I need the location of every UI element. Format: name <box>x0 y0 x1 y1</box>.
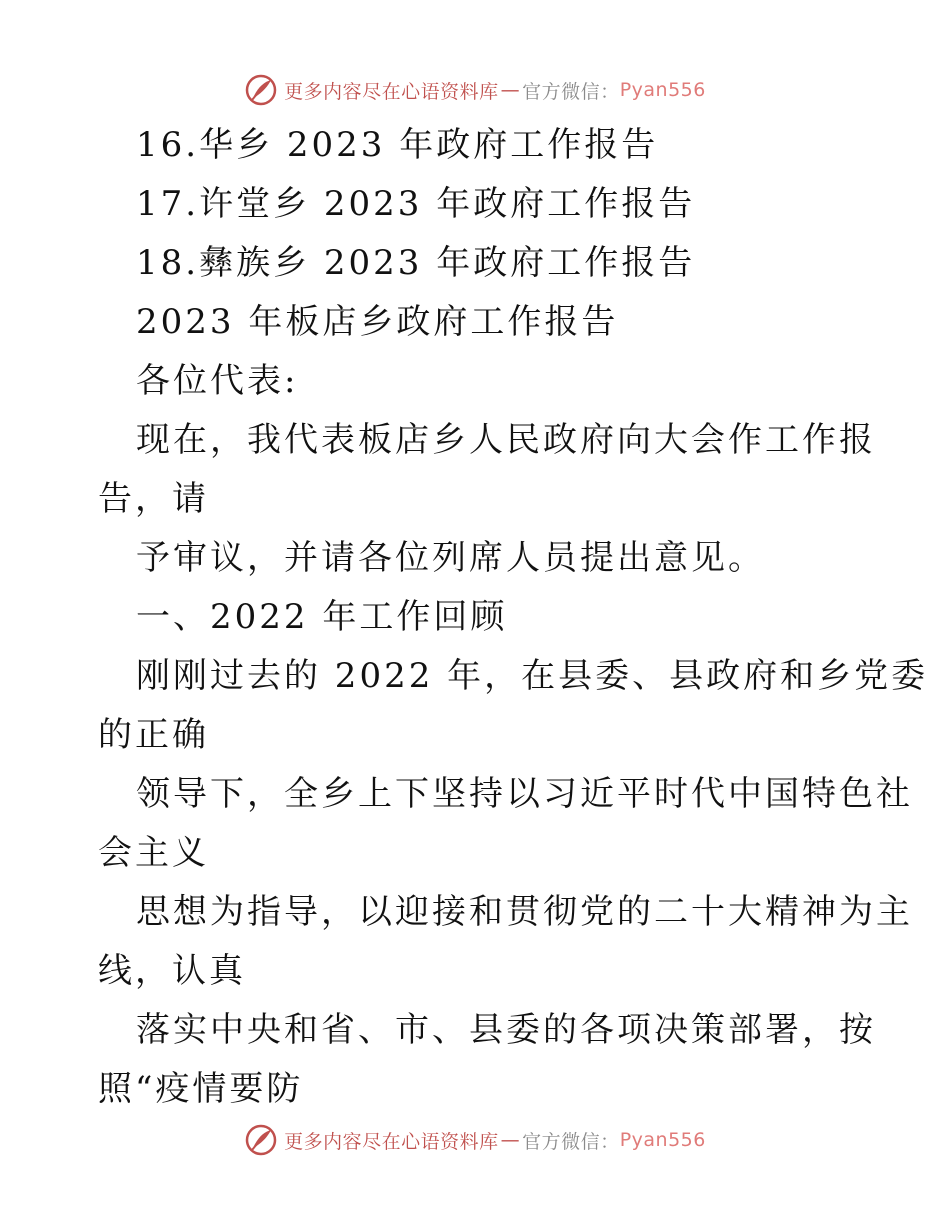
toc-entry-18: 18.彝族乡 2023 年政府工作报告 <box>136 243 696 283</box>
paragraph-line: 告，请 <box>98 479 209 519</box>
watermark-brand: 更多内容尽在心语资料库 <box>284 1130 499 1153</box>
document-title: 2023 年板店乡政府工作报告 <box>136 302 619 342</box>
watermark-brand: 更多内容尽在心语资料库 <box>284 80 499 103</box>
toc-entry-17: 17.许堂乡 2023 年政府工作报告 <box>136 184 696 224</box>
paragraph-line: 思想为指导，以迎接和贯彻党的二十大精神为主 <box>136 892 913 932</box>
feather-pen-logo-icon <box>244 73 278 107</box>
paragraph-line: 会主义 <box>98 833 209 873</box>
paragraph-line: 现在，我代表板店乡人民政府向大会作工作报 <box>136 420 876 460</box>
header-watermark <box>0 70 950 110</box>
watermark-wechat-id: Pyan556 <box>619 79 706 101</box>
paragraph-line: 的正确 <box>98 715 209 755</box>
watermark-separator: — <box>500 79 521 101</box>
paragraph-line: 线，认真 <box>98 951 246 991</box>
salutation: 各位代表: <box>136 361 299 401</box>
paragraph-line: 刚刚过去的 2022 年，在县委、县政府和乡党委 <box>136 656 929 696</box>
document-body <box>98 116 929 1119</box>
toc-entry-16: 16.华乡 2023 年政府工作报告 <box>136 125 659 165</box>
watermark-wechat-label: 官方微信： <box>522 80 620 103</box>
watermark-separator: — <box>500 1129 521 1151</box>
paragraph-line: 照“疫情要防 <box>98 1069 304 1109</box>
section-heading: 一、2022 年工作回顾 <box>136 597 508 637</box>
feather-pen-logo-icon <box>244 1123 278 1157</box>
paragraph-line: 落实中央和省、市、县委的各项决策部署，按 <box>136 1010 876 1050</box>
watermark-wechat-label: 官方微信： <box>522 1130 620 1153</box>
watermark-wechat-id: Pyan556 <box>619 1129 706 1151</box>
paragraph-line: 领导下，全乡上下坚持以习近平时代中国特色社 <box>136 774 913 814</box>
footer-watermark <box>0 1120 950 1160</box>
paragraph-line: 予审议，并请各位列席人员提出意见。 <box>136 538 765 578</box>
